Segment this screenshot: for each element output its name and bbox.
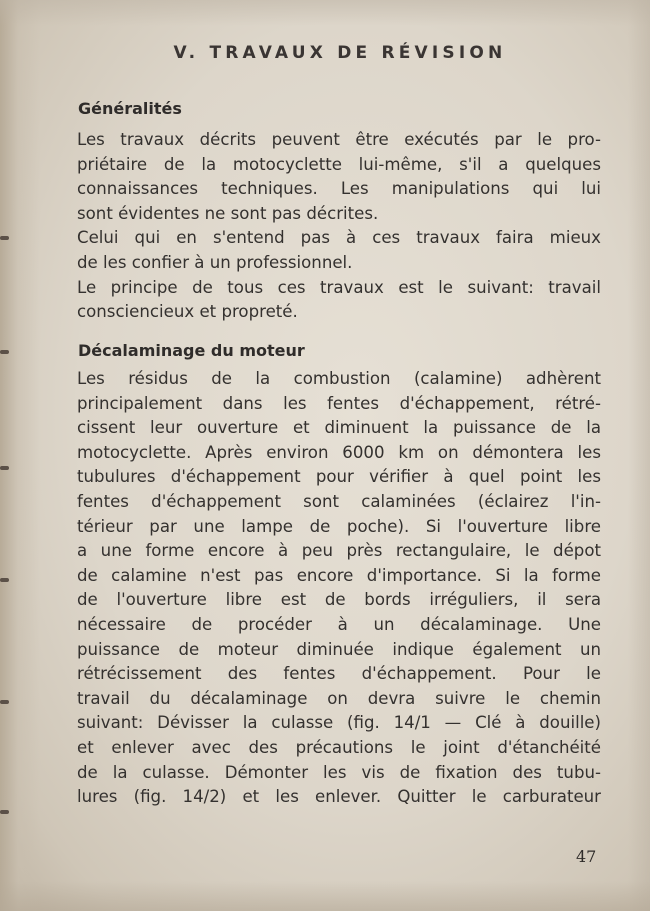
text-line: Les travaux décrits peuvent être exécutés par le pro- [77, 130, 601, 149]
text-line: de la culasse. Démonter les vis de fixation des tubu- [77, 762, 601, 782]
text-line: a une forme encore à peu près rectangulaire, le dépot [77, 541, 601, 561]
binding-stitch-mark [0, 466, 9, 470]
page-shadow-right [628, 0, 650, 911]
page-shadow-bottom [0, 881, 650, 911]
text-line: fentes d'échappement sont calaminées (éclairez l'in- [77, 491, 601, 511]
text-line: priétaire de la motocyclette lui-même, s'il a quelques [77, 154, 601, 174]
text-line: lures (fig. 14/2) et les enlever. Quitter le carburateur [77, 787, 601, 807]
text-line: rétrécissement des fentes d'échappement. Pour le [77, 664, 601, 684]
binding-stitch-mark [0, 578, 9, 582]
text-line: térieur par une lampe de poche). Si l'ouverture libre [77, 516, 601, 536]
text-line: sont évidentes ne sont pas décrites. [77, 203, 379, 223]
text-line: consciencieux et propreté. [77, 302, 298, 322]
text-line: Celui qui en s'entend pas à ces travaux faira mieux [77, 228, 601, 248]
page-shadow-left [0, 0, 40, 911]
page-shadow-top [0, 0, 650, 26]
text-line: nécessaire de procéder à un décalaminage. Une [77, 614, 601, 634]
text-line: principalement dans les fentes d'échappement, rétré- [77, 393, 601, 413]
paragraph-generalites [77, 128, 601, 325]
text-line: travail du décalaminage on devra suivre le chemin [77, 688, 601, 708]
text-line: Le principe de tous ces travaux est le suivant: travail [77, 277, 601, 297]
section-heading-decalaminage: Décalaminage du moteur [78, 341, 305, 360]
text-line: tubulures d'échappement pour vérifier à quel point les [77, 467, 601, 487]
binding-stitch-mark [0, 236, 9, 240]
binding-stitch-mark [0, 810, 9, 814]
text-line: puissance de moteur diminuée indique également un [77, 639, 601, 659]
text-line: de les confier à un professionnel. [77, 252, 353, 272]
text-line: cissent leur ouverture et diminuent la puissance de la [77, 418, 601, 438]
text-line: Les résidus de la combustion (calamine) adhèrent [77, 369, 601, 388]
text-line: connaissances techniques. Les manipulations qui lui [77, 179, 601, 199]
text-line: suivant: Dévisser la culasse (fig. 14/1 — Clé à douille) [77, 713, 601, 733]
binding-stitch-mark [0, 350, 9, 354]
section-heading-generalites: Généralités [78, 99, 182, 118]
chapter-title: V. TRAVAUX DE RÉVISION [173, 43, 507, 63]
text-line: motocyclette. Après environ 6000 km on démontera les [77, 442, 601, 462]
page-number: 47 [576, 847, 597, 866]
binding-stitch-mark [0, 700, 9, 704]
paragraph-decalaminage [77, 367, 601, 810]
text-line: et enlever avec des précautions le joint d'étanchéité [77, 737, 601, 757]
text-line: de l'ouverture libre est de bords irréguliers, il sera [77, 590, 601, 610]
text-line: de calamine n'est pas encore d'importance. Si la forme [77, 565, 601, 585]
